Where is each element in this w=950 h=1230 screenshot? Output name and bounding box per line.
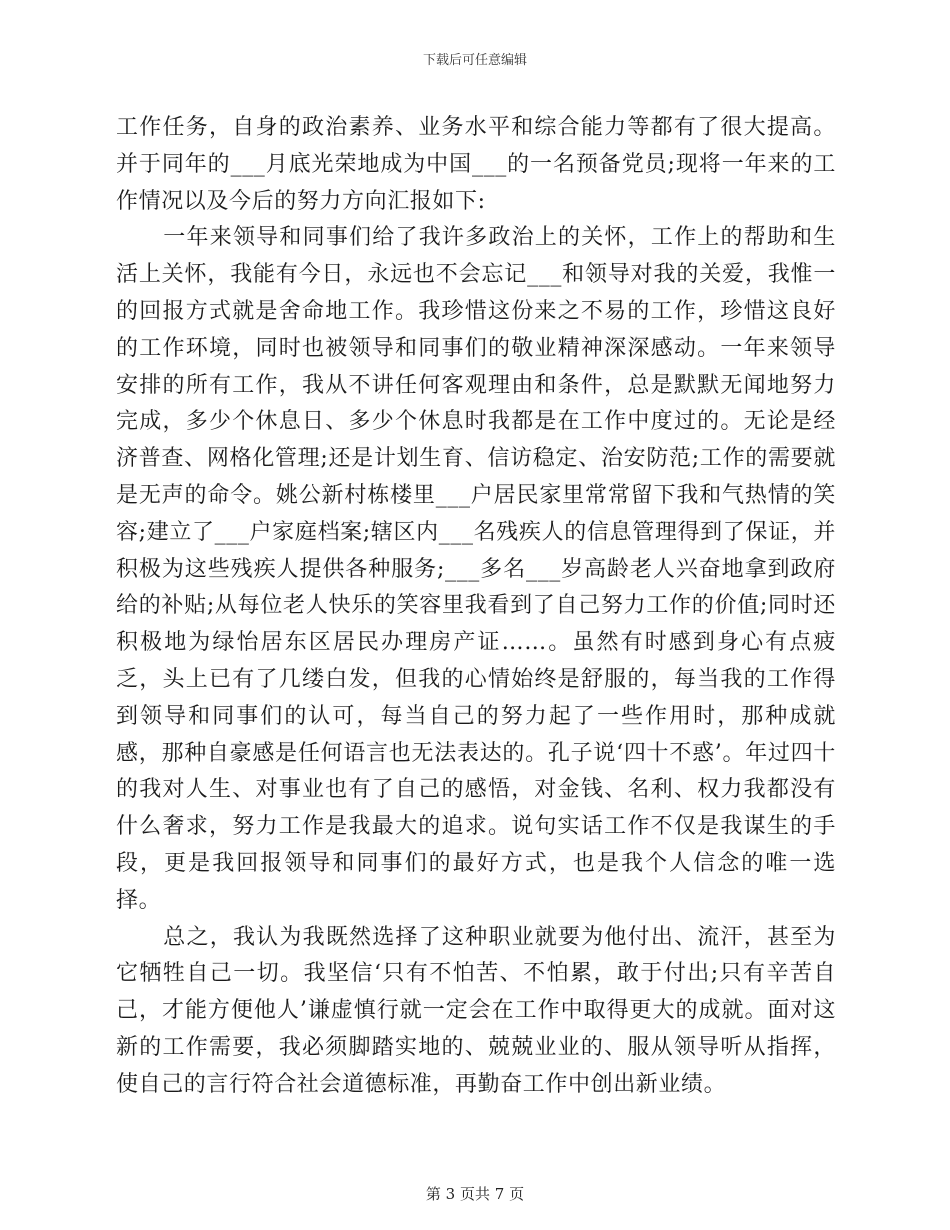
paragraph-1: 工作任务，自身的政治素养、业务水平和综合能力等都有了很大提高。并于同年的___月底光荣地成为中国___的一名预备党员;现将一年来的工作情况以及今后的努力方向汇报如下:: [116, 115, 836, 214]
document-body: [116, 110, 836, 1104]
page-header: 下载后可任意编辑: [422, 53, 527, 68]
page-footer: 第 3 页共 7 页: [425, 1185, 525, 1203]
paragraph-3: 总之，我认为我既然选择了这种职业就要为他付出、流汗，甚至为它牺牲自己一切。我坚信‘只有不怕苦、不怕累，敢于付出;只有辛苦自己，才能方便他人’谦虚慎行就一定会在工作中取得更大的成就。面对这新的工作需要，我必须脚踏实地的、兢兢业业的、服从领导听从指挥，使自己的言行符合社会道德标准，再勤奋工作中创出新业绩。: [116, 924, 836, 1097]
paragraph-2: 一年来领导和同事们给了我许多政治上的关怀，工作上的帮助和生活上关怀，我能有今日，永远也不会忘记___和领导对我的关爱，我惟一的回报方式就是舍命地工作。我珍惜这份来之不易的工作，珍惜这良好的工作环境，同时也被领导和同事们的敬业精神深深感动。一年来领导安排的所有工作，我从不讲任何客观理由和条件，总是默默无闻地努力完成，多少个休息日、多少个休息时我都是在工作中度过的。无论是经济普查、网格化管理;还是计划生育、信访稳定、治安防范;工作的需要就是无声的命令。姚公新村栋楼里___户居民家里常常留下我和气热情的笑容;建立了___户家庭档案;辖区内___名残疾人的信息管理得到了保证，并积极为这些残疾人提供各种服务;___多名___岁高龄老人兴奋地拿到政府给的补贴;从每位老人快乐的笑容里我看到了自己努力工作的价值;同时还积极地为绿怡居东区居民办理房产证……。虽然有时感到身心有点疲乏，头上已有了几缕白发，但我的心情始终是舒服的，每当我的工作得到领导和同事们的认可，每当自己的努力起了一些作用时，那种成就感，那种自豪感是任何语言也无法表达的。孔子说‘四十不惑’。年过四十的我对人生、对事业也有了自己的感悟，对金钱、名利、权力我都没有什么奢求，努力工作是我最大的追求。说句实话工作不仅是我谋生的手段，更是我回报领导和同事们的最好方式，也是我个人信念的唯一选择。: [116, 225, 836, 913]
